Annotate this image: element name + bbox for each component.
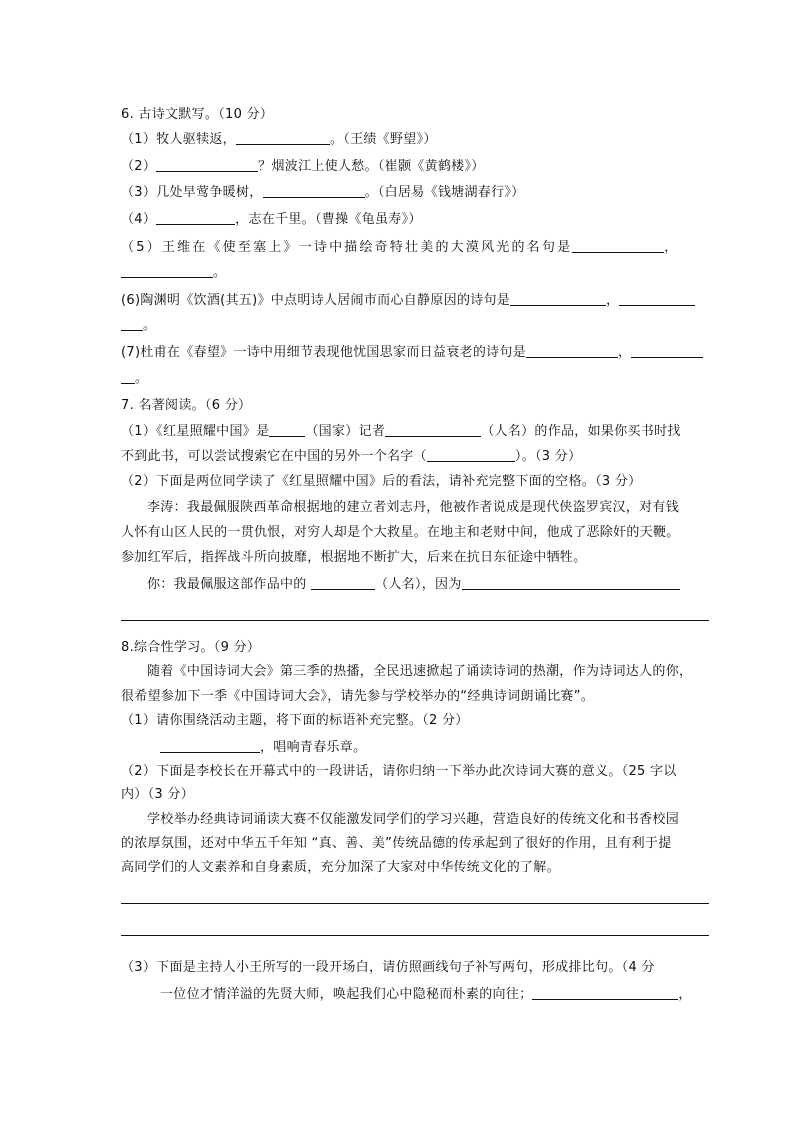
q6-line-4: [121, 210, 422, 229]
q6-4-num: （4）: [121, 212, 157, 227]
q8-speech-1: 学校举办经典诗词诵读大赛不仅能激发同学们的学习兴趣，营造良好的传统文化和书香校园: [147, 812, 680, 827]
q7-line-2: （2）下面是两位同学读了《红星照耀中国》后的看法，请补充完整下面的空格。（3 分）: [121, 474, 642, 489]
q6-5-text: （5）王维在《使至塞上》一诗中描绘奇特壮美的大漠风光的名句是: [121, 240, 573, 255]
slogan-blank[interactable]: [160, 738, 260, 753]
q6-6-comma: ，: [606, 293, 620, 308]
q7-passage-3: 参加红军后，指挥战斗所向披靡，根据地不断扩大，后来在抗日东征途中牺牲。: [121, 550, 587, 565]
q7-you-line: [147, 575, 680, 594]
answer-blank[interactable]: [631, 343, 703, 358]
name-blank[interactable]: [311, 575, 375, 590]
q7-you-b: （人名），因为: [375, 577, 462, 592]
q8-sub-2a: （2）下面是李校长在开幕式中的一段讲话，请你归纳一下举办此次诗词大赛的意义。（25 字以: [121, 764, 677, 779]
answer-blank[interactable]: [526, 343, 618, 358]
q8-sub-3: （3）下面是主持人小王所写的一段开场白，请仿照画线句子补写两句，形成排比句。（4 分: [121, 960, 655, 975]
q8-slogan-line: [160, 738, 366, 757]
q6-line-2: [121, 157, 485, 176]
q6-line-6b: [121, 316, 156, 335]
q6-line-1: [121, 130, 437, 149]
q6-7-end: 。: [135, 371, 149, 386]
q8-slogan-text: ，唱响青春乐章。: [260, 740, 367, 755]
q6-line-5: [121, 238, 679, 257]
q6-2-text: ？烟波江上使人愁。（崔颢《黄鹤楼》）: [258, 159, 485, 174]
answer-line[interactable]: [121, 903, 709, 904]
q8-intro-1: 随着《中国诗词大会》第三季的热播，全民迅速掀起了诵读诗词的热潮，作为诗词达人的你，: [147, 664, 693, 679]
q8-intro-2: 很希望参加下一季《中国诗词大会》，请先参与学校举办的“经典诗词朗诵比赛”。: [121, 689, 595, 704]
answer-blank[interactable]: [121, 263, 213, 278]
name-blank[interactable]: [385, 422, 481, 437]
q7-line-1: [121, 422, 681, 441]
q7-line-1b: [121, 447, 581, 466]
q7-title: 7. 名著阅读。（6 分）: [121, 398, 252, 413]
answer-blank[interactable]: [263, 183, 365, 198]
answer-blank[interactable]: [121, 316, 143, 331]
q7-passage-1: 李涛：我最佩服陕西革命根据地的建立者刘志丹，他被作者说成是现代侠盗罗宾汉，对有钱: [147, 500, 680, 515]
q6-2-num: （2）: [121, 159, 157, 174]
q6-line-6: [121, 291, 695, 310]
answer-blank[interactable]: [236, 130, 330, 145]
q6-7-text: (7)杜甫在《春望》一诗中用细节表现他忧国思家而日益衰老的诗句是: [121, 345, 527, 360]
answer-blank[interactable]: [156, 210, 235, 225]
answer-blank[interactable]: [121, 369, 135, 384]
q8-title: 8.综合性学习。（9 分）: [121, 640, 261, 655]
q6-5-end: 。: [213, 265, 227, 280]
q6-line-5b: [121, 263, 226, 282]
q8-speech-2: 的浓厚氛围，还对中华五千年知 “真、善、美”传统品德的传承起到了很好的作用，且有利于提: [121, 836, 672, 851]
q7-you-a: 你：我最佩服这部作品中的: [147, 577, 312, 592]
q6-7-comma: ，: [618, 345, 632, 360]
q7-1-c: （人名）的作品，如果你买书时找: [481, 424, 681, 439]
q8-opening-comma: ，: [678, 987, 692, 1002]
q8-sub-1: （1）请你围绕活动主题，将下面的标语补充完整。（2 分）: [121, 713, 469, 728]
reason-blank[interactable]: [462, 575, 680, 590]
q7-1-a: （1）《红星照耀中国》是: [121, 424, 270, 439]
q7-passage-2: 人怀有山区人民的一贯仇恨，对穷人却是个大救星。在地主和老财中间，他成了恶除奸的天鞭。: [121, 525, 680, 540]
answer-line[interactable]: [121, 935, 709, 936]
q6-3-source: 。（白居易《钱塘湖春行》）: [364, 185, 525, 200]
q6-line-3: [121, 183, 524, 202]
q6-line-7b: [121, 369, 148, 388]
q7-1b-a: 不到此书，可以尝试搜索它在中国的另外一个名字（: [121, 449, 427, 464]
answer-line[interactable]: [121, 620, 709, 621]
q8-speech-3: 高同学们的人文素养和自身素质，充分加深了大家对中华传统文化的了解。: [121, 860, 560, 875]
q7-1-b: （国家）记者: [305, 424, 386, 439]
q7-1b-b: ）。（3 分）: [514, 449, 582, 464]
q8-opening-line: [160, 985, 692, 1004]
q6-line-7: [121, 343, 703, 362]
q8-opening-text: 一位位才情洋溢的先贤大师，唤起我们心中隐秘而朴素的向往；: [160, 987, 533, 1002]
answer-blank[interactable]: [156, 157, 258, 172]
answer-blank[interactable]: [572, 238, 664, 253]
q6-5-comma: ，: [664, 240, 680, 255]
q6-3-text: （3）几处早莺争暖树，: [121, 185, 263, 200]
q8-sub-2b: 内）（3 分）: [121, 787, 195, 802]
parallel-blank[interactable]: [532, 985, 678, 1000]
answer-blank[interactable]: [510, 291, 606, 306]
q6-6-text: (6)陶渊明《饮酒(其五)》中点明诗人居闹市而心自静原因的诗句是: [121, 293, 511, 308]
answer-blank[interactable]: [619, 291, 695, 306]
q6-4-text: ，志在千里。（曹操《龟虽寿》）: [235, 212, 422, 227]
q6-title: 6. 古诗文默写。（10 分）: [121, 107, 274, 122]
q6-1-source: 。（王绩《野望》）: [329, 132, 437, 147]
q6-1-text: （1）牧人驱犊返，: [121, 132, 236, 147]
country-blank[interactable]: [269, 422, 305, 437]
book-name-blank[interactable]: [427, 447, 515, 462]
q6-6-end: 。: [143, 318, 157, 333]
